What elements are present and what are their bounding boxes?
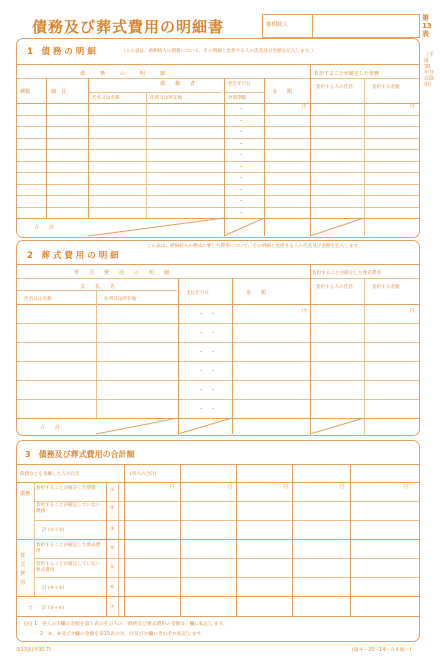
row6-label: 計 (④＋⑤) bbox=[42, 586, 65, 591]
debt-creditor-name: 氏名又は名称 bbox=[92, 96, 120, 101]
debt-creditor-addr: 住所又は所在地 bbox=[150, 96, 183, 101]
total-section-heading: 3 債務及び葬式費用の合計額 bbox=[25, 450, 135, 459]
row4-label: 負担することが確定した葬式費用 bbox=[36, 543, 101, 554]
funeral-payee-label: 支 払 先 bbox=[80, 284, 116, 290]
debt-date-mark: ・ bbox=[238, 152, 245, 159]
funeral-group-label: 葬 式 費 用 の 明 細 bbox=[74, 270, 170, 276]
debt-amount-label: 金 額 bbox=[272, 89, 293, 95]
funeral-payee-addr: 住所又は所在地 bbox=[104, 297, 137, 302]
row7-num: ⑦ bbox=[110, 605, 115, 610]
funeral-pay-date: 支払年月日 bbox=[186, 291, 209, 296]
footer-left: 第13表(平30.7) bbox=[16, 648, 51, 653]
funeral-date-mark: ・ ・ bbox=[198, 311, 217, 318]
form-year-tab: （平成30年分以降用） bbox=[424, 52, 435, 88]
footer-right: (資４－20－14－Ａ４統一) bbox=[352, 648, 412, 653]
debt-date-mark: ・ bbox=[238, 129, 245, 136]
debt-date-mark: ・ bbox=[238, 164, 245, 171]
row2-label: 負担することが確定していない債務 bbox=[36, 503, 101, 514]
row3-num: ③ bbox=[110, 527, 115, 532]
unit-col5: 円 bbox=[404, 485, 409, 490]
funeral-burden-unit: 円 bbox=[410, 309, 415, 314]
form-title: 債務及び葬式費用の明細書 bbox=[32, 18, 225, 36]
row4-num: ④ bbox=[110, 546, 115, 551]
funeral-payee-name: 氏名又は名称 bbox=[24, 297, 52, 302]
debt-col-detail: 細 目 bbox=[51, 89, 67, 95]
debt-burden-name-label: 負担する人の氏名 bbox=[316, 85, 353, 90]
unit-col3: 円 bbox=[284, 485, 289, 490]
funeral-date-mark: ・ ・ bbox=[198, 368, 217, 375]
debt-section-heading: 1 債 務 の 明 細 bbox=[27, 47, 96, 57]
debt-date-mark: ・ bbox=[238, 187, 245, 194]
debt-date-label: 発生年月日 bbox=[228, 82, 251, 87]
debt-due-label: 弁済期限 bbox=[228, 96, 247, 101]
row1-label: 負担することが確定した債務 bbox=[36, 486, 96, 491]
unit-col4: 円 bbox=[340, 485, 345, 490]
row5-label: 負担することが確定していない葬式費用 bbox=[36, 562, 101, 573]
note-2: 2 ③、⑥及び⑦欄の金額を第15表の⑬、⑭及び⑮欄にそれぞれ転記します。 bbox=[40, 632, 206, 637]
funeral-date-mark: ・ ・ bbox=[198, 406, 217, 413]
row2-num: ② bbox=[110, 506, 115, 511]
debt-section-note: （この表は、被相続人の債務について、その明細と負担する人の氏名及び金額を記入します。） bbox=[121, 49, 316, 54]
debt-col-type: 種類 bbox=[20, 89, 31, 95]
funeral-group-label-3: 葬式費用 bbox=[20, 553, 26, 586]
funeral-total-label: 合 計 bbox=[40, 425, 61, 431]
funeral-date-mark: ・ ・ bbox=[198, 330, 217, 337]
debt-unit: 円 bbox=[302, 105, 307, 110]
funeral-date-mark: ・ ・ bbox=[198, 387, 217, 394]
debt-group-label: 債 務 の 明 細 bbox=[80, 71, 166, 77]
debt-confirmed-label: 負担することが確定した債務 bbox=[314, 71, 380, 77]
debt-total-label: 合 計 bbox=[34, 225, 55, 231]
debt-creditor-label: 債 権 者 bbox=[160, 81, 196, 87]
debt-date-mark: ・ bbox=[238, 141, 245, 148]
heir-total-col: (各人の合計) bbox=[130, 472, 157, 477]
funeral-unit: 円 bbox=[302, 309, 307, 314]
row1-num: ① bbox=[110, 488, 115, 493]
funeral-burden-amount-label: 負担する金額 bbox=[372, 285, 400, 290]
debt-group-label-3: 債務 bbox=[20, 491, 31, 497]
funeral-amount-label: 金 額 bbox=[246, 290, 267, 296]
funeral-section-note: この表は、被相続人の葬式に要した費用について、その明細と負担する人の氏名及び金額を記入します。 bbox=[147, 244, 363, 249]
debt-date-mark: ・ bbox=[238, 106, 245, 113]
funeral-section-heading: 2 葬 式 費 用 の 明 細 bbox=[27, 251, 119, 261]
unit-col2: 円 bbox=[228, 485, 233, 490]
debt-burden-unit: 円 bbox=[410, 105, 415, 110]
funeral-confirmed-label: 負担することが確定した葬式費用 bbox=[312, 271, 381, 276]
row7-label: 合 計 (③＋⑥) bbox=[28, 606, 65, 611]
note-1: (注) 1 各人の⑦欄の金額を第１表のその人の「債務及び葬式費用の金額③」欄に転記します。 bbox=[24, 622, 228, 627]
unit-col1: 円 bbox=[170, 485, 175, 490]
debt-date-mark: ・ bbox=[238, 198, 245, 205]
funeral-burden-name-label: 負担する人の氏名 bbox=[316, 285, 353, 290]
debt-burden-amount-label: 負担する金額 bbox=[372, 85, 400, 90]
row3-label: 計 (①＋②) bbox=[42, 528, 65, 533]
funeral-date-mark: ・ ・ bbox=[198, 349, 217, 356]
heir-name-label: 債務などを承継した人の氏名 bbox=[20, 472, 80, 477]
debt-date-mark: ・ bbox=[238, 175, 245, 182]
form-number-tab: 第13表 bbox=[422, 14, 432, 38]
row5-num: ⑤ bbox=[110, 565, 115, 570]
row6-num: ⑥ bbox=[110, 585, 115, 590]
decedent-label: 被相続人 bbox=[266, 22, 289, 28]
debt-date-mark: ・ bbox=[238, 118, 245, 125]
debt-date-mark: ・ bbox=[238, 210, 245, 217]
